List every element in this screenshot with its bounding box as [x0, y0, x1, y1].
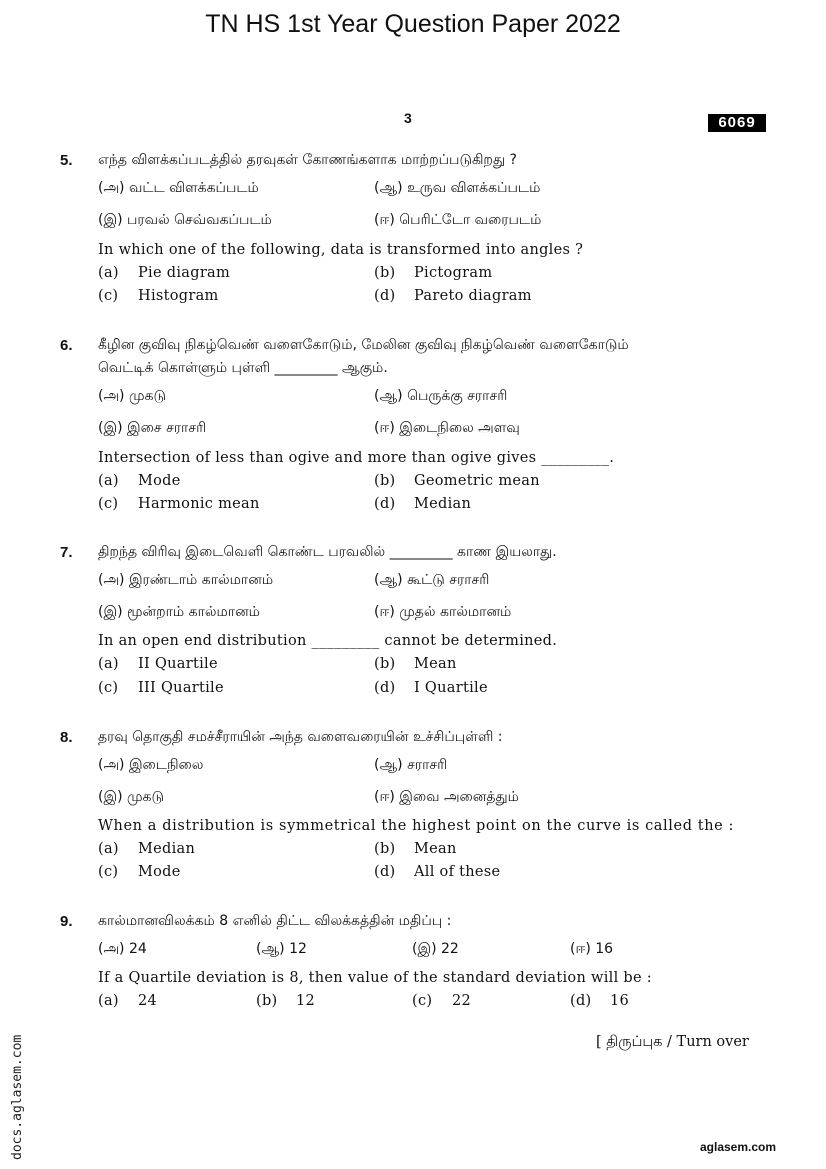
side-watermark: docs.aglasem.com: [10, 1034, 25, 1160]
option-tamil: (ஈ) 16: [570, 941, 614, 957]
option-tamil: (ஈ) இடைநிலை அளவு: [374, 420, 520, 436]
option-english: (b) Geometric mean: [374, 473, 540, 489]
question-english: In which one of the following, data is transformed into angles ?: [98, 242, 584, 258]
option-tamil: (அ) முகடு: [98, 388, 166, 404]
question-tamil: எந்த விளக்கப்படத்தில் தரவுகள் கோணங்களாக மாற்றப்படுகிறது ?: [98, 152, 517, 168]
option-english: (b) 12: [256, 993, 316, 1009]
option-tamil: (இ) பரவல் செவ்வகப்படம்: [98, 212, 272, 228]
document-title: TN HS 1st Year Question Paper 2022: [205, 10, 621, 38]
question-tamil-continued: வெட்டிக் கொள்ளும் புள்ளி _________ ஆகும்.: [98, 360, 388, 376]
page-number: 3: [404, 110, 412, 126]
option-english: (b) Mean: [374, 841, 457, 857]
option-english: (d) Pareto diagram: [374, 288, 532, 304]
footer-site: aglasem.com: [700, 1140, 777, 1154]
option-english: (d) 16: [570, 993, 630, 1009]
option-tamil: (இ) முகடு: [98, 789, 164, 805]
option-tamil: (ஆ) கூட்டு சராசரி: [374, 572, 490, 588]
option-english: (b) Mean: [374, 656, 457, 672]
option-english: (c) III Quartile: [98, 680, 224, 696]
paper-code-badge: 6069: [708, 114, 766, 132]
question-number: 9.: [60, 913, 73, 930]
question-number: 7.: [60, 544, 73, 561]
option-tamil: (இ) மூன்றாம் கால்மானம்: [98, 604, 260, 620]
option-english: (a) II Quartile: [98, 656, 218, 672]
option-english: (c) Harmonic mean: [98, 496, 260, 512]
option-tamil: (ஈ) இவை அனைத்தும்: [374, 789, 519, 805]
question-tamil: கால்மானவிலக்கம் 8 எனில் திட்ட விலக்கத்தின் மதிப்பு :: [98, 913, 452, 929]
option-english: (a) Mode: [98, 473, 181, 489]
option-english: (a) Median: [98, 841, 196, 857]
question-tamil: தரவு தொகுதி சமச்சீராயின் அந்த வளைவரையின் உச்சிப்புள்ளி :: [98, 729, 503, 745]
option-tamil: (அ) இரண்டாம் கால்மானம்: [98, 572, 274, 588]
option-tamil: (அ) 24: [98, 941, 147, 957]
question-number: 5.: [60, 152, 73, 169]
option-english: (c) Mode: [98, 864, 181, 880]
option-english: (d) All of these: [374, 864, 501, 880]
option-tamil: (இ) 22: [412, 941, 459, 957]
question-number: 6.: [60, 337, 73, 354]
option-english: (c) Histogram: [98, 288, 219, 304]
turn-over-note: [ திருப்புக / Turn over: [596, 1034, 749, 1050]
question-english: When a distribution is symmetrical the highest point on the curve is called the :: [98, 818, 735, 834]
option-english: (b) Pictogram: [374, 265, 493, 281]
option-tamil: (ஆ) 12: [256, 941, 307, 957]
question-english: In an open end distribution _________ cannot be determined.: [98, 633, 558, 649]
question-english: If a Quartile deviation is 8, then value of the standard deviation will be :: [98, 970, 652, 986]
question-number: 8.: [60, 729, 73, 746]
question-tamil: கீழின குவிவு நிகழ்வெண் வளைகோடும், மேலின குவிவு நிகழ்வெண் வளைகோடும்: [98, 337, 629, 353]
option-english: (c) 22: [412, 993, 472, 1009]
option-tamil: (ஆ) உருவ விளக்கப்படம்: [374, 180, 541, 196]
option-tamil: (ஈ) முதல் கால்மானம்: [374, 604, 512, 620]
option-tamil: (ஆ) சராசரி: [374, 757, 448, 773]
option-english: (d) Median: [374, 496, 472, 512]
option-tamil: (ஆ) பெருக்கு சராசரி: [374, 388, 508, 404]
option-english: (d) I Quartile: [374, 680, 488, 696]
option-english: (a) Pie diagram: [98, 265, 231, 281]
option-tamil: (அ) வட்ட விளக்கப்படம்: [98, 180, 259, 196]
question-english: Intersection of less than ogive and more than ogive gives _________.: [98, 450, 615, 466]
option-english: (a) 24: [98, 993, 158, 1009]
option-tamil: (இ) இசை சராசரி: [98, 420, 207, 436]
question-tamil: திறந்த விரிவு இடைவெளி கொண்ட பரவலில் _________ காண இயலாது.: [98, 544, 557, 560]
option-tamil: (அ) இடைநிலை: [98, 757, 204, 773]
option-tamil: (ஈ) பெரிட்டோ வரைபடம்: [374, 212, 542, 228]
